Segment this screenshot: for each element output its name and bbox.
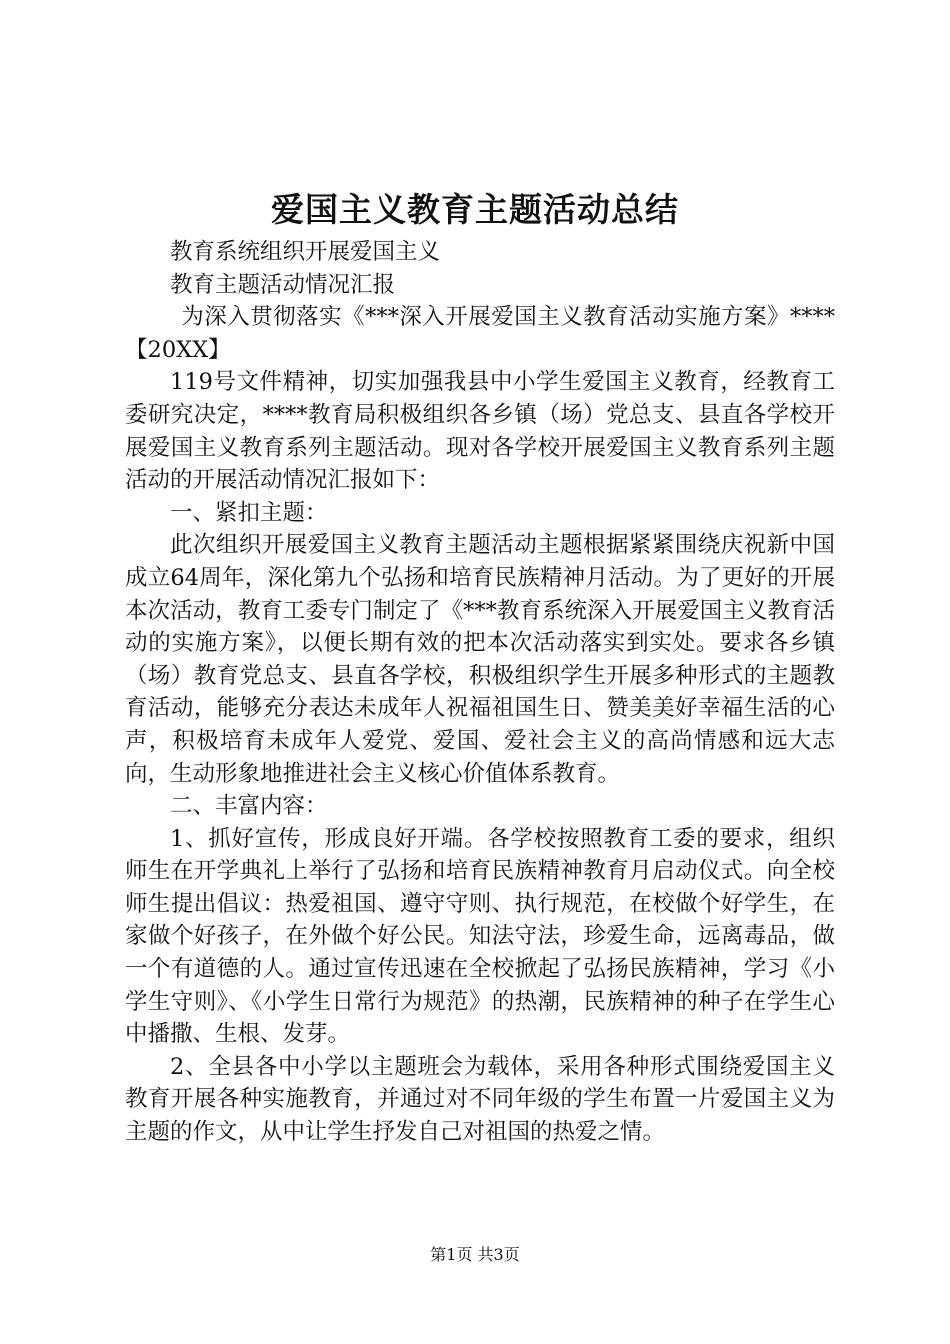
paragraph-item-2: 2、全县各中小学以主题班会为载体，采用各种形式围绕爱国主义教育开展各种实施教育，并通过对不同年级的学生布置一片爱国主义为主题的作文，从中让学生抒发自己对祖国的热爱之情。 [125,1053,835,1146]
section-heading-2: 二、丰富内容： [170,793,328,820]
section-heading-1: 一、紧扣主题： [170,499,328,526]
paragraph-intro: 为深入贯彻落实《***深入开展爱国主义教育活动实施方案》****【20XX】 [125,304,835,363]
page-number-footer: 第1页 共3页 [430,1245,520,1264]
paragraph-item-1: 1、抓好宣传，形成良好开端。各学校按照教育工委的要求，组织师生在开学典礼上举行了弘扬和培育民族精神教育月启动仪式。向全校师生提出倡议：热爱祖国、遵守守则、执行规范，在校做个好学生，在家做个好孩子，在外做个好公民。知法守法，珍爱生命，远离毒品，做一个有道德的人。通过宣传迅速在全校掀起了弘扬民族精神，学习《小学生守则》、《小学生日常行为规范》的热潮，民族精神的种子在学生心中播撒、生根、发芽。 [125,825,835,1048]
paragraph-document-reference: 119号文件精神，切实加强我县中小学生爱国主义教育，经教育工委研究决定，****教育局积极组织各乡镇（场）党总支、县直各学校开展爱国主义教育系列主题活动。现对各学校开展爱国主义教育系列主题活动的开展活动情况汇报如下： [125,369,835,494]
document-body [125,236,835,1149]
document-title: 爱国主义教育主题活动总结 [271,190,679,229]
paragraph-subtitle-line-2: 教育主题活动情况汇报 [170,271,396,298]
paragraph-section-1: 此次组织开展爱国主义教育主题活动主题根据紧紧围绕庆祝新中国成立64周年，深化第九个弘扬和培育民族精神月活动。为了更好的开展本次活动，教育工委专门制定了《***教育系统深入开展爱国主义教育活动的实施方案》，以便长期有效的把本次活动落实到实处。要求各乡镇（场）教育党总支、县直各学校，积极组织学生开展多种形式的主题教育活动，能够充分表达未成年人祝福祖国生日、赞美美好幸福生活的心声，积极培育未成年人爱党、爱国、爱社会主义的高尚情感和远大志向，生动形象地推进社会主义核心价值体系教育。 [125,532,835,787]
paragraph-subtitle-line-1: 教育系统组织开展爱国主义 [170,239,441,265]
